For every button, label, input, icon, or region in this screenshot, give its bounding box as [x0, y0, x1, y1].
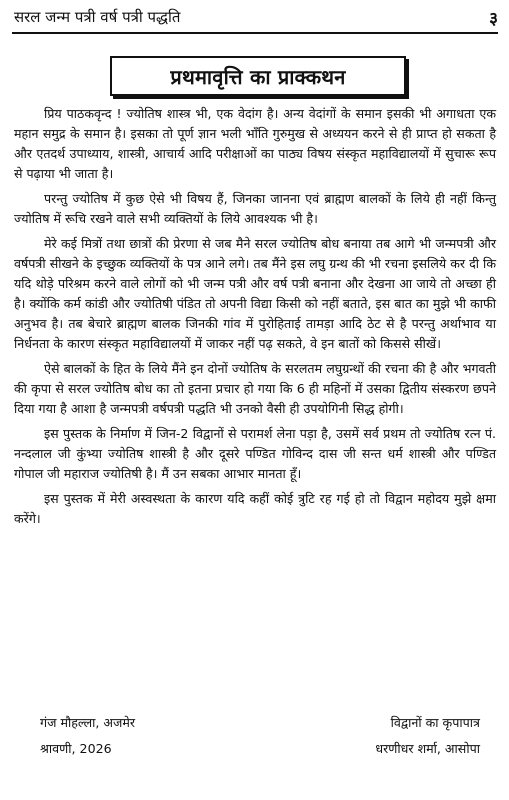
header-rule [12, 32, 498, 34]
section-title-box [110, 56, 406, 96]
paragraph: मेरे कई मित्रों तथा छात्रों की प्रेरणा से जब मैने सरल ज्योतिष बोध बनाया तब आगे भी जन्मपत्री और वर्षपत्री सीखने के इच्छुक व्यक्तियों के पत्र आने लगे। तब मैंने इस लघु ग्रन्थ की भी रचना इसलिये कर दी कि यदि थोड़े परिश्रम करने वाले लोगों को भी जन्म पत्री और वर्ष पत्री बनाना और देखना आ जाये तो अच्छा ही है। क्योंकि कर्म कांडी और ज्योतिषी पंडित तो अपनी विद्या किसी को नहीं बताते, इस बात का मुझे भी काफी अनुभव है। तब बेचारे ब्राह्मण बालक जिनकी गांव में पुरोहिताई तामड़ा आदि ठेट से है परन्तु अर्थाभाव या निर्धनता के कारण संस्कृत महाविद्यालयों में जाकर नहीं पढ़ सकते, वे इन बातों को किससे सीखें। [14, 236, 496, 351]
signature-date: श्रावणी, 2026 [40, 741, 112, 756]
signature-block [40, 710, 480, 762]
paragraph: ऐसे बालकों के हित के लिये मैंने इन दोनों ज्योतिष के सरलतम लघुग्रन्थों की रचना की है और भगवती की कृपा से सरल ज्योतिष बोध का तो इतना प्रचार हो गया कि 6 ही महिनों में उसका द्वितीय संस्करण छपने दिया गया है आशा है जन्मपत्री वर्षपत्री पद्धति भी उनको वैसी ही उपयोगिनी सिद्ध होगी। [14, 361, 496, 416]
signature-place: गंज मौहल्ला, अजमेर [40, 715, 136, 730]
signature-salutation: विद्वानों का कृपापात्र [390, 715, 480, 730]
paragraph: परन्तु ज्योतिष में कुछ ऐसे भी विषय हैं, जिनका जानना एवं ब्राह्मण बालकों के लिये ही नहीं किन्तु ज्योतिष में रूचि रखने वाले सभी व्यक्तियों के लिये आवश्यक भी है। [14, 191, 496, 226]
book-title: सरल जन्म पत्री वर्ष पत्री पद्धति [14, 8, 181, 26]
paragraph: इस पुस्तक के निर्माण में जिन-2 विद्वानों से परामर्श लेना पड़ा है, उसमें सर्व प्रथम तो ज्योतिष रत्न पं. नन्दलाल जी कुंभ्या ज्योतिष शास्त्री है और दूसरे पण्डित गोविन्द दास जी सन्त धर्म शास्त्री और पण्डित गोपाल जी महाराज ज्योतिषी है। मैं उन सबका आभार मानता हूँ। [14, 426, 496, 481]
signature-row [40, 736, 480, 762]
page-number: ३ [489, 8, 498, 29]
signature-author: धरणीधर शर्मा, आसोपा [375, 741, 480, 756]
section-title: प्रथमावृत्ति का प्राक्कथन [170, 64, 346, 89]
running-header [14, 4, 498, 30]
paragraph: इस पुस्तक में मेरी अस्वस्थता के कारण यदि कहीं कोई त्रुटि रह गई हो तो विद्वान महोदय मुझे क्षमा करेंगे। [14, 491, 496, 526]
body-text [14, 104, 496, 534]
signature-row [40, 710, 480, 736]
paragraph: प्रिय पाठकवृन्द ! ज्योतिष शास्त्र भी, एक वेदांग है। अन्य वेदांगों के समान इसकी भी अगाधता एक महान समुद्र के समान है। इसका तो पूर्ण ज्ञान भली भाँति गुरुमुख से अध्ययन करने से ही प्राप्त हो सकता है और एतदर्थ उपाध्याय, शास्त्री, आचार्य आदि परीक्षाओं का पाठ्य विषय संस्कृत महाविद्यालयों में सुचारू रूप से पढ़ाया भी जाता है। [14, 106, 496, 181]
